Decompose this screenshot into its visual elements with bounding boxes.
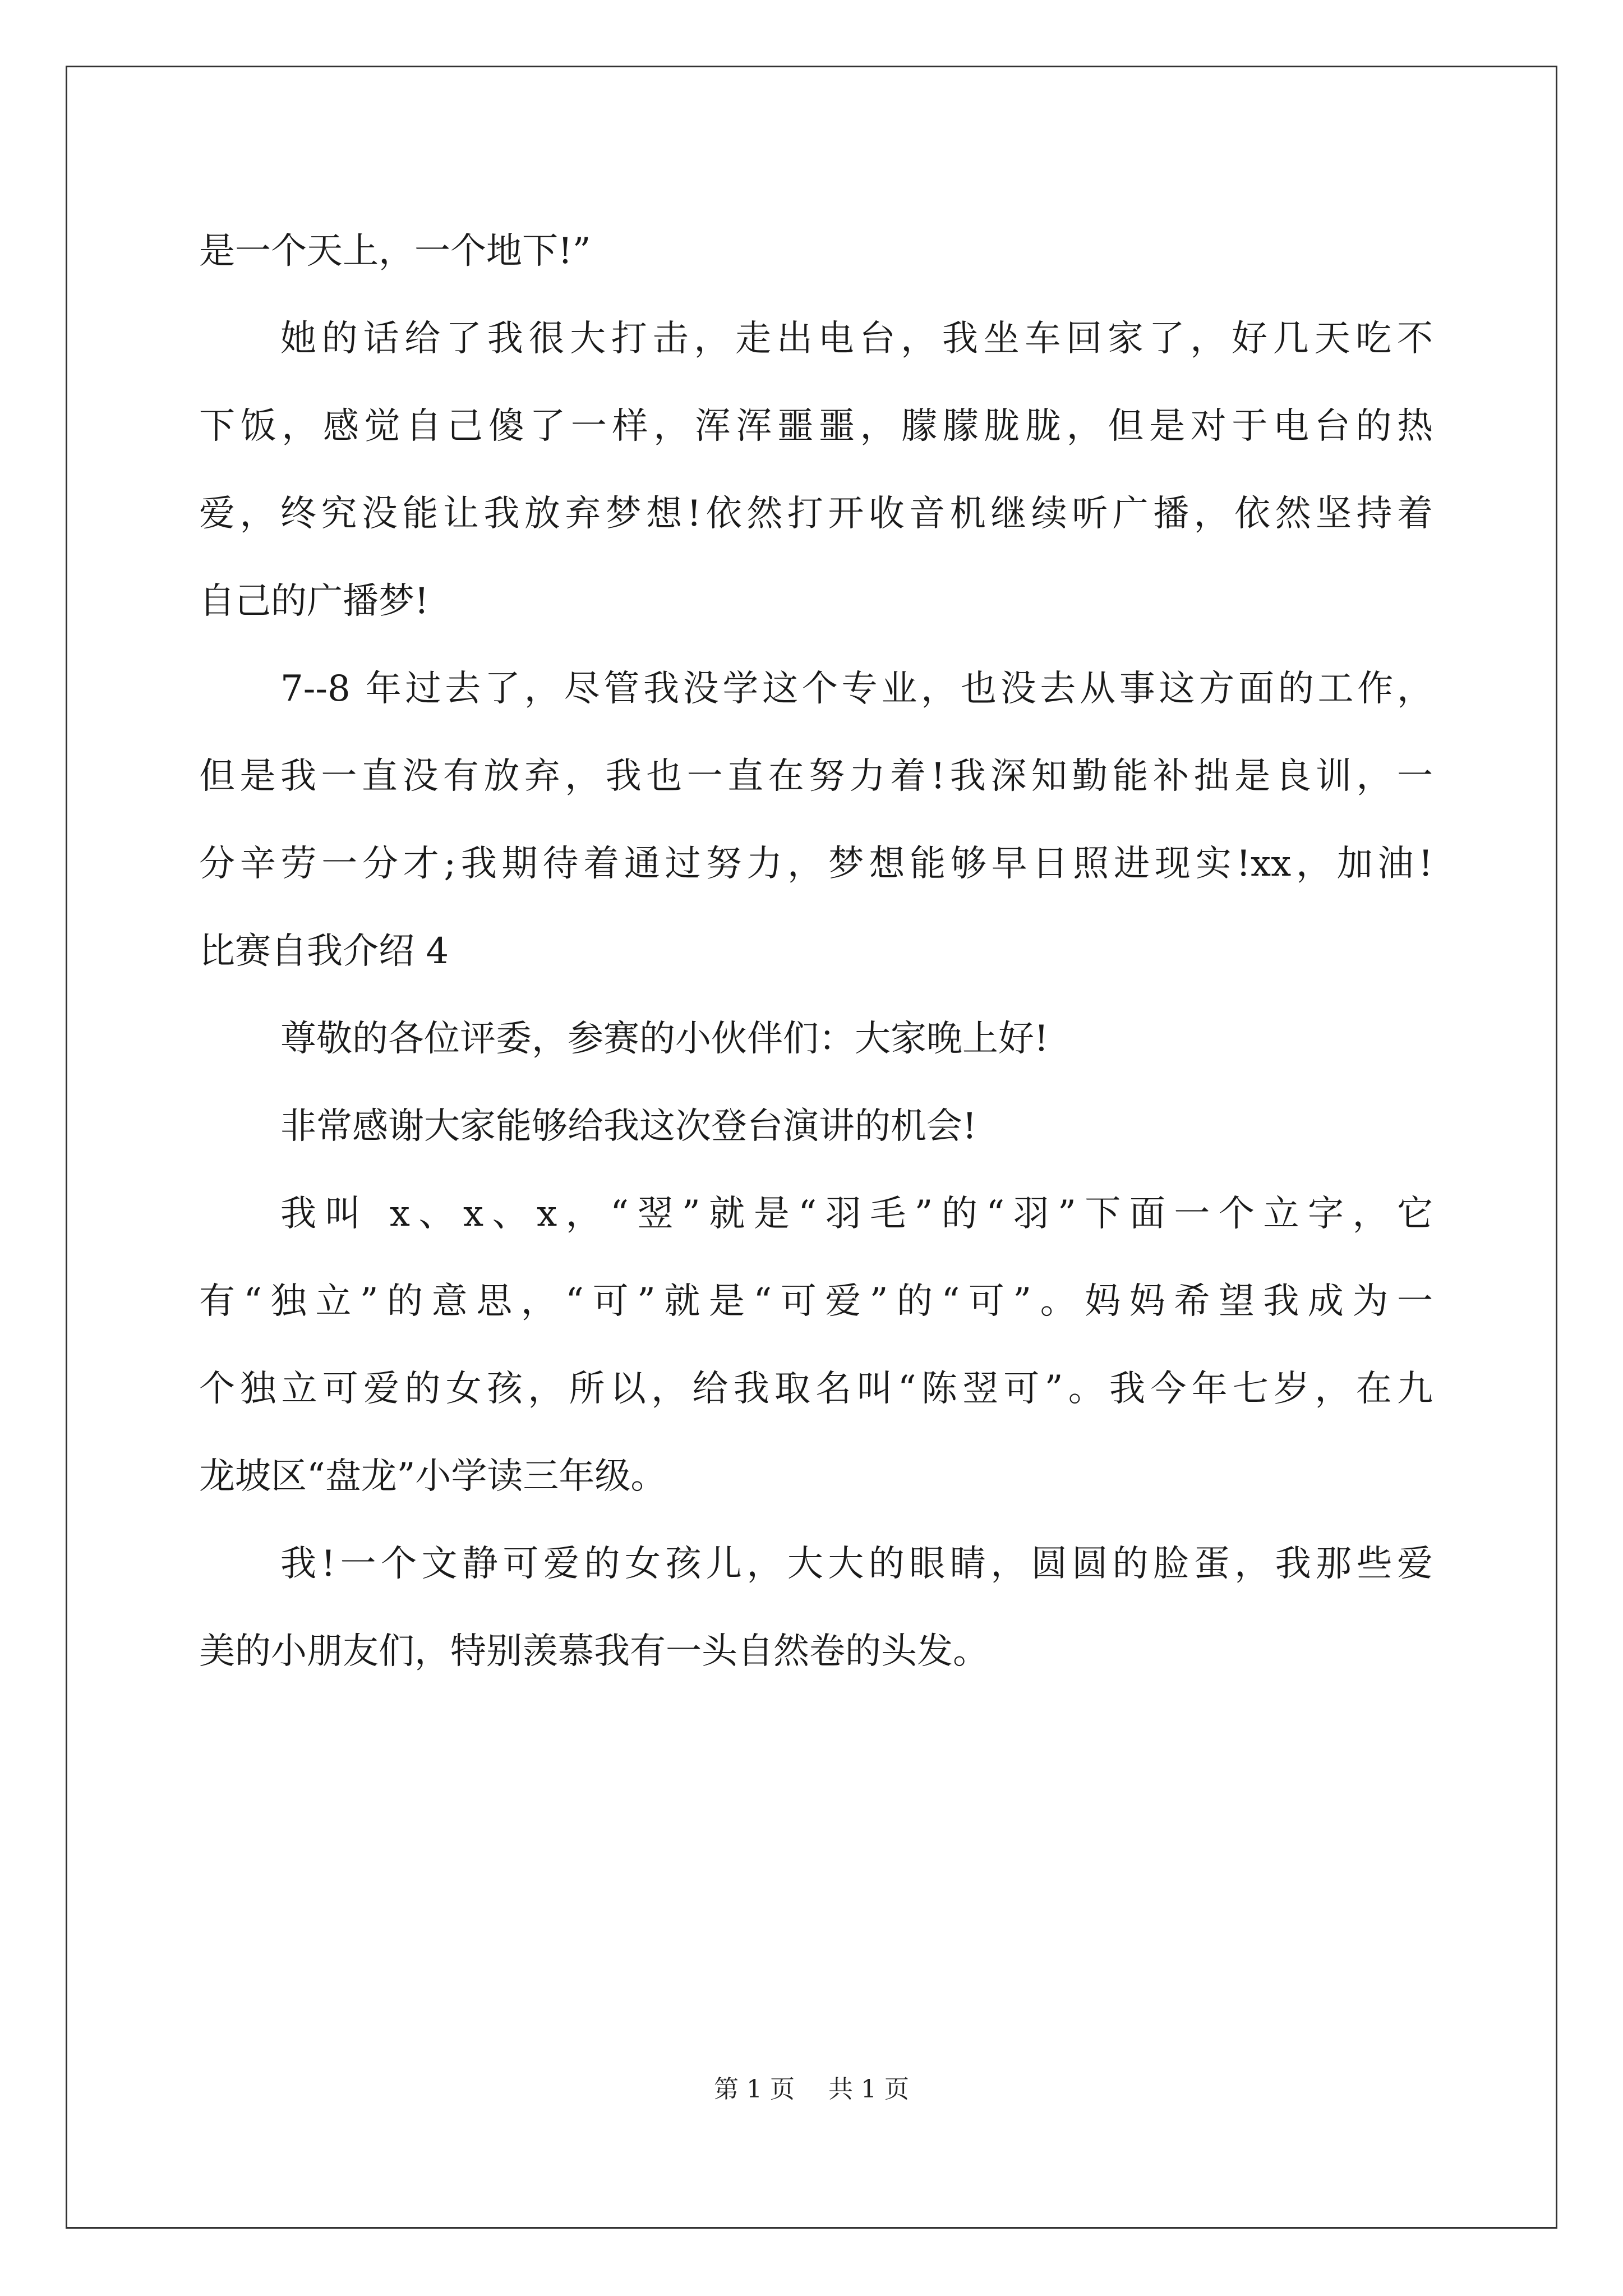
text-line: 爱，终究没能让我放弃梦想!依然打开收音机继续听广播，依然坚持着 [199,493,1433,535]
text-line: 美的小朋友们，特别羡慕我有一头自然卷的头发。 [199,1631,989,1672]
text-line: 但是我一直没有放弃，我也一直在努力着!我深知勤能补拙是良训，一 [199,756,1433,797]
text-line: 她的话给了我很大打击，走出电台，我坐车回家了，好几天吃不 [280,318,1433,360]
text-line: 非常感谢大家能够给我这次登台演讲的机会! [280,1106,977,1147]
page-total: 共 1 页 [828,2075,909,2104]
text-line: 7--8 年过去了，尽管我没学这个专业，也没去从事这方面的工作， [280,668,1433,710]
text-line: 是一个天上，一个地下!” [199,231,591,272]
text-line: 我!一个文静可爱的女孩儿，大大的眼睛，圆圆的脸蛋，我那些爱 [280,1543,1433,1585]
text-line: 个独立可爱的女孩，所以，给我取名叫“陈翌可”。我今年七岁，在九 [199,1368,1433,1410]
text-line: 有“独立”的意思，“可”就是“可爱”的“可”。妈妈希望我成为一 [199,1281,1433,1322]
page-number: 第 1 页 [714,2075,795,2104]
text-line: 龙坡区“盘龙”小学读三年级。 [199,1456,667,1497]
text-line: 尊敬的各位评委，参赛的小伙伴们：大家晚上好! [280,1018,1049,1060]
page-footer [0,2073,1623,2106]
document-body [199,208,1433,1695]
section-heading: 比赛自我介绍 4 [199,931,449,972]
text-line: 分辛劳一分才;我期待着通过努力，梦想能够早日照进现实!xx，加油! [199,843,1433,885]
text-line: 自己的广播梦! [199,581,429,622]
text-line: 下饭，感觉自己傻了一样，浑浑噩噩，朦朦胧胧，但是对于电台的热 [199,406,1433,447]
text-line: 我叫 x、x、x，“翌”就是“羽毛”的“羽”下面一个立字，它 [280,1193,1433,1235]
